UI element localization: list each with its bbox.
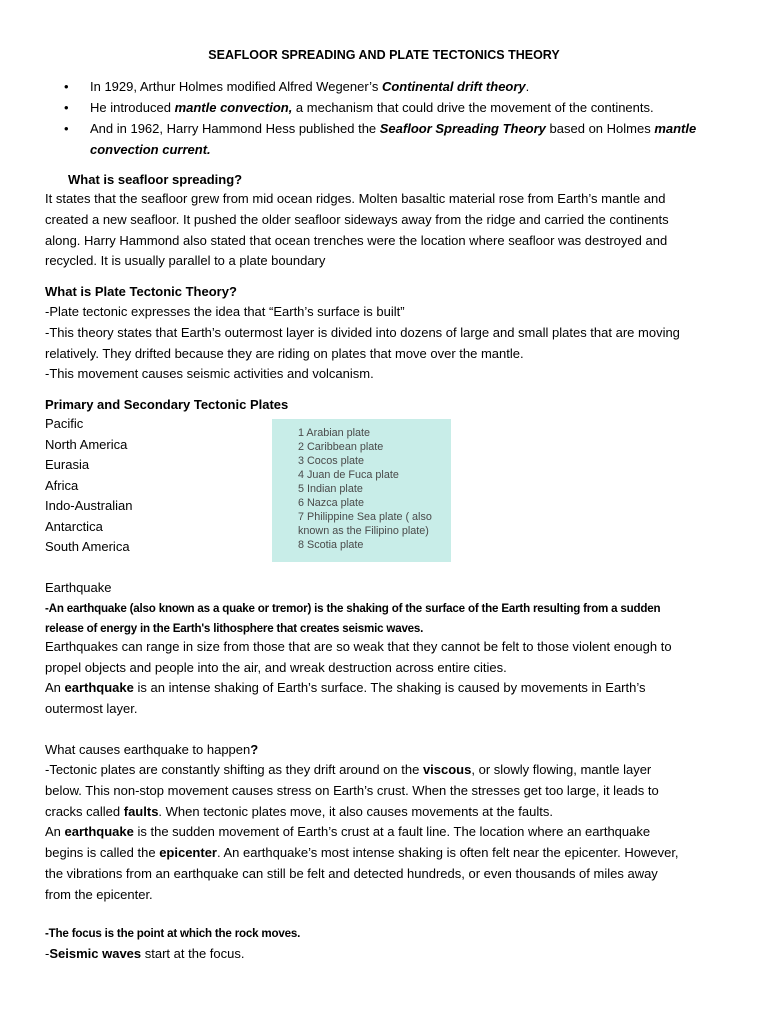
causes-heading: What causes earthquake to happen? [45, 742, 259, 757]
list-item: 6 Nazca plate [298, 497, 365, 509]
list-item: known as the Filipino plate) [298, 525, 429, 537]
text-line: release of energy in the Earth's lithosphere that creates seismic waves. [45, 622, 424, 635]
bullet-item: • In 1929, Arthur Holmes modified Alfred Wegener’s Continental drift theory. [64, 76, 734, 97]
intro-bullet-list [64, 76, 734, 160]
plate-tectonic-paragraph [45, 302, 725, 385]
bullet-item: • And in 1962, Harry Hammond Hess published the Seafloor Spreading Theory based on Holmes mantle convection current. [64, 118, 734, 160]
list-item: Pacific [45, 416, 84, 431]
earthquake-heading: Earthquake [45, 580, 112, 595]
text-line: -An earthquake (also known as a quake or tremor) is the shaking of the surface of the Earth resulting from a sudden [45, 602, 661, 615]
seafloor-heading: What is seafloor spreading? [68, 172, 243, 187]
text-line: An earthquake is an intense shaking of Earth’s surface. The shaking is caused by movements in Earth’s [45, 680, 646, 695]
list-item: South America [45, 539, 130, 554]
text-line: Earthquakes can range in size from those that are so weak that they cannot be felt to those violent enough to [45, 639, 672, 654]
secondary-plates-box [272, 419, 451, 562]
text-line: recycled. It is usually parallel to a plate boundary [45, 253, 326, 269]
text-line: created a new seafloor. It pushed the older seafloor sideways away from the ridge and carried the continents [45, 211, 669, 227]
text-line: below. This non-stop movement causes stress on Earth’s crust. When the stresses get too large, it leads to [45, 782, 659, 798]
bullet-item: • He introduced mantle convection, a mechanism that could drive the movement of the continents. [64, 97, 734, 118]
earthquake-range-paragraph [45, 637, 725, 679]
list-item: 2 Caribbean plate [298, 441, 384, 453]
seismic-waves-line: -Seismic waves start at the focus. [45, 946, 245, 961]
list-item: 5 Indian plate [298, 483, 363, 495]
list-item: Eurasia [45, 457, 90, 472]
list-item: Indo-Australian [45, 498, 133, 513]
earthquake-intense-paragraph [45, 678, 725, 720]
text-line: begins is called the epicenter. An earthquake’s most intense shaking is often felt near the epicenter. However, [45, 845, 679, 861]
focus-line: -The focus is the point at which the rock moves. [45, 927, 301, 940]
text-line: along. Harry Hammond also stated that ocean trenches were the location where seafloor was destroyed and [45, 232, 668, 248]
list-item: Antarctica [45, 518, 103, 534]
list-item: 4 Juan de Fuca plate [298, 469, 399, 481]
text-line: It states that the seafloor grew from mid ocean ridges. Molten basaltic material rose from Earth’s mantle and [45, 191, 666, 206]
plate-tectonic-heading: What is Plate Tectonic Theory? [45, 284, 237, 299]
plates-heading: Primary and Secondary Tectonic Plates [45, 397, 289, 412]
text-line: from the epicenter. [45, 886, 153, 902]
bullet-icon: • [64, 100, 69, 115]
list-item: 1 Arabian plate [298, 427, 371, 439]
text-line: cracks called faults. When tectonic plates move, it also causes movements at the faults. [45, 803, 553, 819]
text-line: propel objects and people into the air, and wreak destruction across entire cities. [45, 659, 507, 675]
document-title: SEAFLOOR SPREADING AND PLATE TECTONICS THEORY [208, 48, 560, 62]
list-item: 3 Cocos plate [298, 455, 365, 467]
list-item: North America [45, 436, 128, 452]
bullet-icon: • [64, 121, 69, 136]
causes-paragraph [45, 760, 725, 906]
bullet-icon: • [64, 79, 69, 94]
seafloor-paragraph [45, 189, 725, 272]
text-line: the vibrations from an earthquake can still be felt and detected hundreds, or even thousands of miles away [45, 865, 658, 881]
primary-plates-list [45, 414, 132, 558]
list-item: Africa [45, 477, 79, 493]
text-line: An earthquake is the sudden movement of Earth’s crust at a fault line. The location where an earthquake [45, 824, 651, 840]
list-item: 7 Philippine Sea plate ( also [298, 511, 432, 523]
text-line: -Plate tectonic expresses the idea that “Earth’s surface is built” [45, 304, 405, 319]
list-item: 8 Scotia plate [298, 539, 364, 551]
text-line: -This theory states that Earth’s outermost layer is divided into dozens of large and small plates that are moving [45, 324, 680, 340]
text-line: -This movement causes seismic activities and volcanism. [45, 366, 374, 382]
earthquake-definition [45, 599, 725, 639]
text-line: -Tectonic plates are constantly shifting as they drift around on the viscous, or slowly flowing, mantle layer [45, 762, 652, 777]
text-line: outermost layer. [45, 700, 138, 716]
text-line: relatively. They drifted because they are riding on plates that move over the mantle. [45, 345, 524, 361]
